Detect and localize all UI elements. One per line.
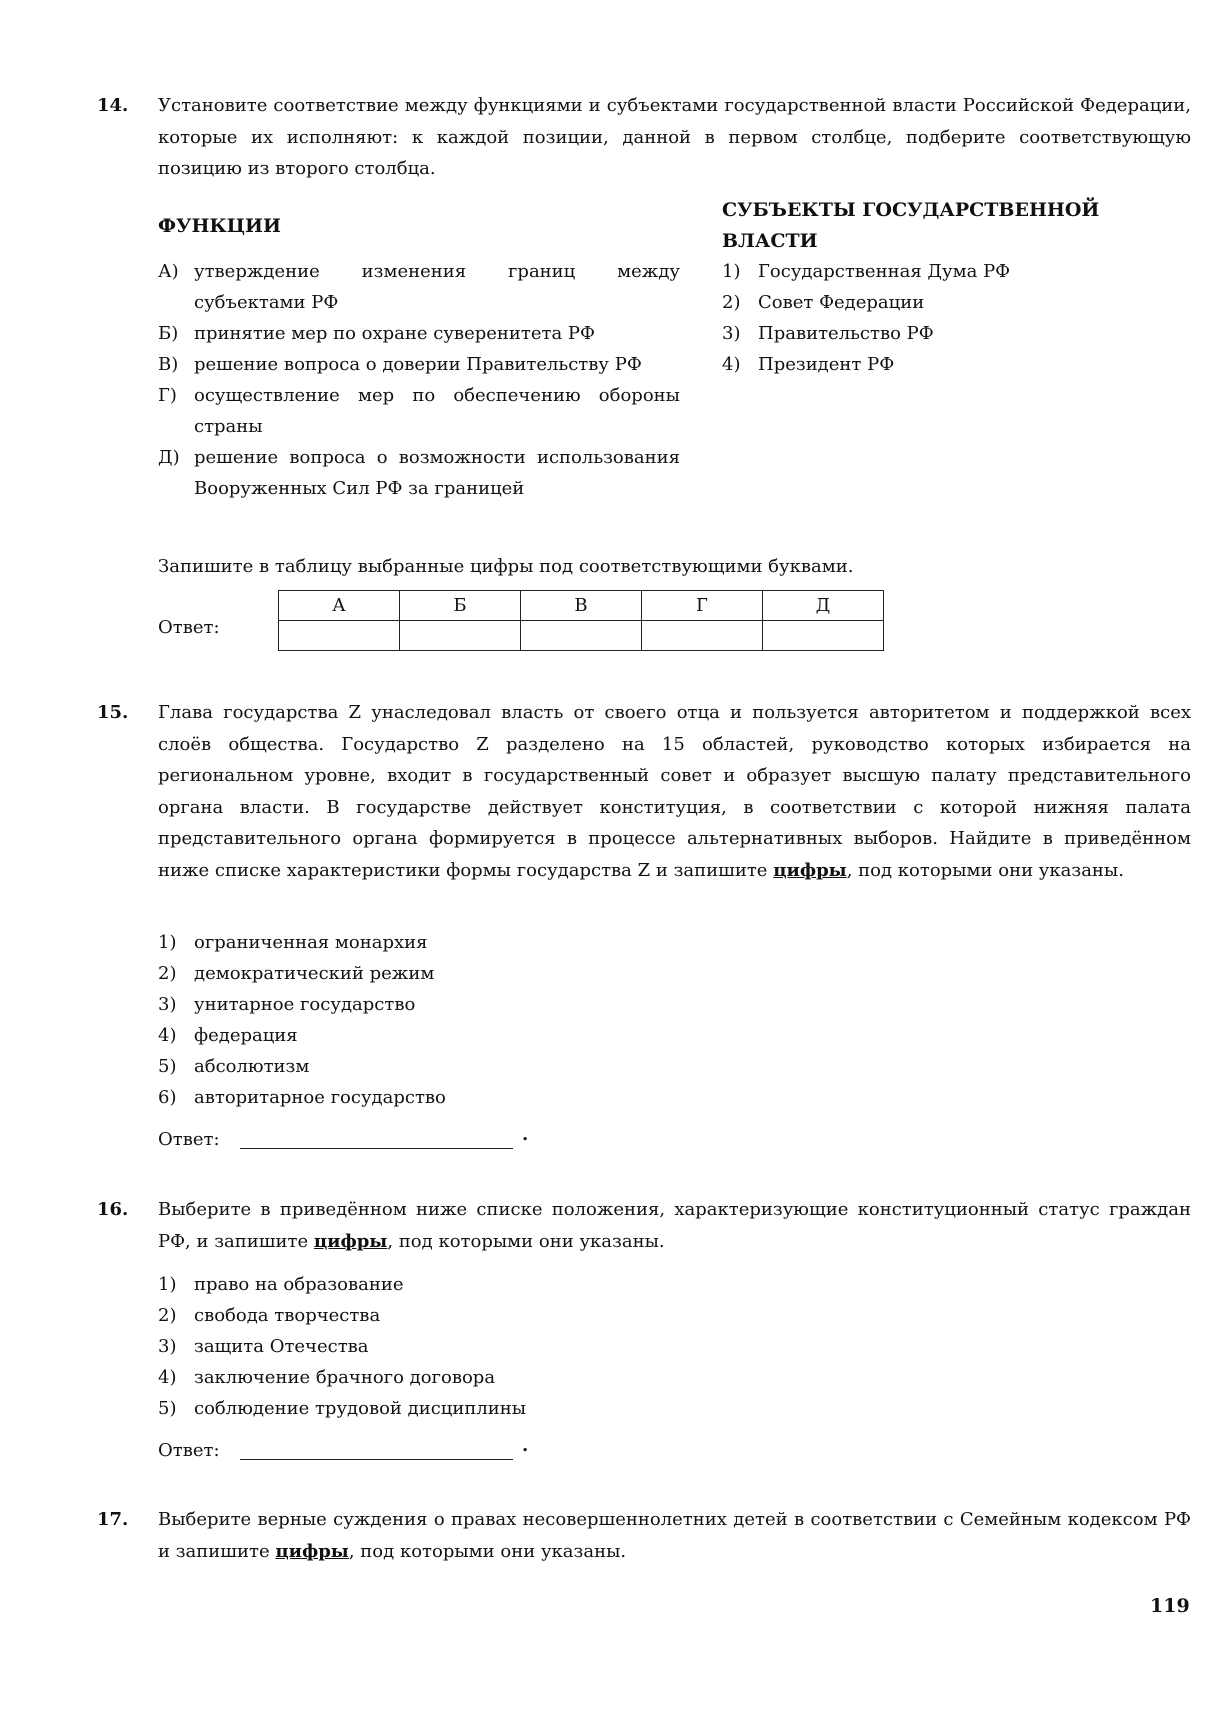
item-key: 3) xyxy=(158,1336,177,1357)
answer-cell[interactable] xyxy=(763,621,884,651)
item-key: 2) xyxy=(158,963,177,984)
item-text: Государственная Дума РФ xyxy=(758,261,1011,282)
answer-cell[interactable] xyxy=(279,621,400,651)
table-header-cell: Б xyxy=(400,591,521,621)
functions-header: ФУНКЦИИ xyxy=(158,215,281,237)
item-text: федерация xyxy=(194,1025,298,1046)
item-text: авторитарное государство xyxy=(194,1087,446,1108)
answer-line[interactable] xyxy=(240,1148,513,1149)
item-key: 6) xyxy=(158,1087,177,1108)
task-15-options xyxy=(158,927,758,1113)
task-16-options xyxy=(158,1269,758,1424)
list-item xyxy=(158,256,680,318)
item-text: принятие мер по охране суверенитета РФ xyxy=(194,323,595,344)
item-text: осуществление мер по обеспечению обороны страны xyxy=(194,385,680,437)
table-header-cell: В xyxy=(521,591,642,621)
table-header-cell: Г xyxy=(642,591,763,621)
list-item xyxy=(158,1269,758,1300)
item-key: 3) xyxy=(158,994,177,1015)
answer-cell[interactable] xyxy=(521,621,642,651)
list-item xyxy=(158,958,758,989)
list-item xyxy=(722,318,1142,349)
item-text: Совет Федерации xyxy=(758,292,925,313)
item-key: Г) xyxy=(158,385,177,406)
task-question xyxy=(158,1504,1191,1567)
subjects-header: СУБЪЕКТЫ ГОСУДАРСТВЕННОЙ ВЛАСТИ xyxy=(722,199,1100,252)
answer-label: Ответ: xyxy=(158,617,220,638)
task-question xyxy=(158,1194,1191,1257)
item-key: В) xyxy=(158,354,179,375)
item-text: решение вопроса о возможности использования Вооруженных Сил РФ за границей xyxy=(194,447,680,499)
task-question xyxy=(158,697,1191,886)
answer-label: Ответ: xyxy=(158,1129,220,1150)
item-text: соблюдение трудовой дисциплины xyxy=(194,1398,527,1419)
item-key: Д) xyxy=(158,447,180,468)
answer-dot: . xyxy=(522,1435,529,1456)
list-item xyxy=(158,1300,758,1331)
page-number: 119 xyxy=(1150,1595,1190,1617)
table-answer-row xyxy=(279,621,884,651)
item-key: 5) xyxy=(158,1398,177,1419)
item-key: 1) xyxy=(158,932,177,953)
item-key: 1) xyxy=(722,261,741,282)
question-text: , под которыми они указаны. xyxy=(348,1540,627,1562)
list-item xyxy=(158,1362,758,1393)
answer-line[interactable] xyxy=(240,1459,513,1460)
item-key: 2) xyxy=(722,292,741,313)
item-text: Президент РФ xyxy=(758,354,895,375)
item-key: А) xyxy=(158,261,179,282)
table-header-cell: А xyxy=(279,591,400,621)
item-key: 3) xyxy=(722,323,741,344)
answer-cell[interactable] xyxy=(642,621,763,651)
list-item xyxy=(158,318,680,349)
list-item xyxy=(158,1082,758,1113)
list-item xyxy=(158,1020,758,1051)
item-text: абсолютизм xyxy=(194,1056,310,1077)
question-text: Глава государства Z унаследовал власть от своего отца и пользуется авторитетом и поддержкой всех слоёв общества. Государство Z разделено на 15 областей, руководство которых избирается на региональном уровне, входит в государственный совет и образует высшую палату представительного органа власти. В государстве действует конституция, в соответствии с которой нижняя палата представительного органа формируется в процессе альтернативных выборов. Найдите в приведённом ниже списке характеристики формы государства Z и запишите xyxy=(158,702,1191,881)
list-item xyxy=(722,256,1142,287)
list-item xyxy=(158,1051,758,1082)
task-number: 15. xyxy=(97,702,129,723)
task-number: 16. xyxy=(97,1199,129,1220)
item-text: унитарное государство xyxy=(194,994,416,1015)
item-key: Б) xyxy=(158,323,179,344)
item-text: демократический режим xyxy=(194,963,435,984)
table-header-row xyxy=(279,591,884,621)
list-item xyxy=(722,287,1142,318)
question-emphasis: цифры xyxy=(275,1540,349,1562)
question-emphasis: цифры xyxy=(313,1230,388,1252)
item-key: 2) xyxy=(158,1305,177,1326)
item-text: решение вопроса о доверии Правительству РФ xyxy=(194,354,642,375)
item-text: право на образование xyxy=(194,1274,404,1295)
item-key: 4) xyxy=(722,354,741,375)
question-text: Выберите верные суждения о правах несовершеннолетних детей в соответствии с Семейным кодексом РФ и запишите xyxy=(158,1509,1191,1562)
answer-cell[interactable] xyxy=(400,621,521,651)
table-instruction: Запишите в таблицу выбранные цифры под соответствующими буквами. xyxy=(158,556,854,577)
list-item xyxy=(158,442,680,504)
question-text: , под которыми они указаны. xyxy=(387,1230,665,1252)
functions-list xyxy=(158,256,680,504)
answer-dot: . xyxy=(522,1124,529,1145)
item-text: свобода творчества xyxy=(194,1305,381,1326)
list-item xyxy=(722,349,1142,380)
item-key: 4) xyxy=(158,1367,177,1388)
list-item xyxy=(158,989,758,1020)
item-key: 5) xyxy=(158,1056,177,1077)
answer-table xyxy=(278,590,884,651)
task-number: 14. xyxy=(97,95,129,116)
task-question: Установите соответствие между функциями и субъектами государственной власти Российской Федерации, которые их исполняют: к каждой позиции, данной в первом столбце, подберите соответствующую позицию из второго столбца. xyxy=(158,95,1191,179)
list-item xyxy=(158,1393,758,1424)
question-text: , под которыми они указаны. xyxy=(846,859,1124,881)
item-text: ограниченная монархия xyxy=(194,932,428,953)
list-item xyxy=(158,380,680,442)
subjects-list xyxy=(722,256,1142,380)
question-emphasis: цифры xyxy=(773,859,847,881)
item-text: Правительство РФ xyxy=(758,323,934,344)
item-key: 4) xyxy=(158,1025,177,1046)
answer-label: Ответ: xyxy=(158,1440,220,1461)
question-text: Выберите в приведённом ниже списке положения, характеризующие конституционный статус граждан РФ, и запишите xyxy=(158,1199,1191,1252)
table-header-cell: Д xyxy=(763,591,884,621)
task-number: 17. xyxy=(97,1509,129,1530)
item-text: заключение брачного договора xyxy=(194,1367,496,1388)
item-text: утверждение изменения границ между субъектами РФ xyxy=(194,261,680,313)
item-text: защита Отечества xyxy=(194,1336,369,1357)
list-item xyxy=(158,349,680,380)
list-item xyxy=(158,927,758,958)
list-item xyxy=(158,1331,758,1362)
item-key: 1) xyxy=(158,1274,177,1295)
